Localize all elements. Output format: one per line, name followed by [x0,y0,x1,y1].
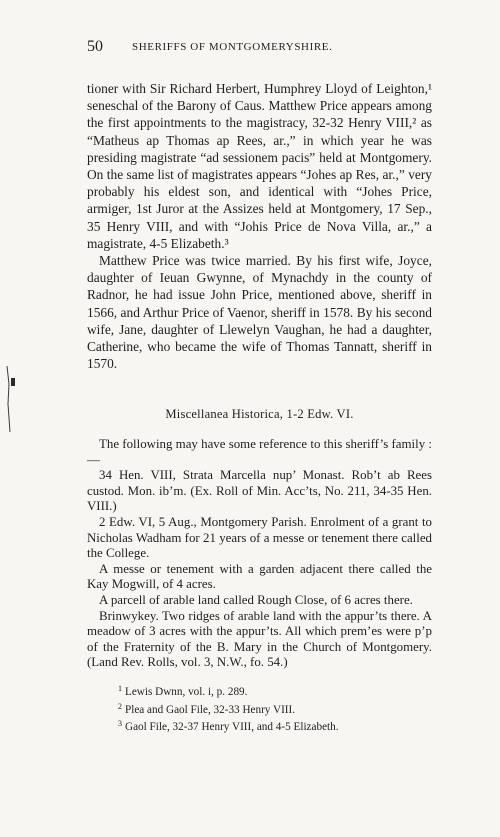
misc-paragraph-2: 34 Hen. VIII, Strata Marcella nup’ Monast. Rob’t ab Rees custod. Mon. ib’m. (Ex. Roll of Min. Acc’ts, No. 211, 34-35 Hen. VIII.) [87,468,432,514]
page-header [87,38,430,58]
running-head: SHERIFFS OF MONTGOMERYSHIRE. [132,41,333,53]
footnote-number: 2 [118,701,122,711]
misc-paragraph-4: A messe or tenement with a garden adjacent there called the Kay Mogwill, of 4 acres. [87,561,432,592]
footnote-number: 1 [118,684,122,693]
footnote-text: Lewis Dwnn, vol. i, p. 289. [125,686,248,698]
misc-paragraph-3: 2 Edw. VI, 5 Aug., Montgomery Parish. Enrolment of a grant to Nicholas Wadham for 21 years of a messe or tenement there called the College. [87,514,432,561]
footnote-3 [118,717,438,735]
page-number: 50 [87,38,103,55]
footnote-2 [118,700,438,718]
misc-paragraph-6: Brinwykey. Two ridges of arable land with the appur’ts there. A meadow of 3 acres with the appur’ts. All which prem’es were p’p of the Fraternity of the B. Mary in the Church of Montgomery. (Land Rev. Rolls, vol. 3, N.W., fo. 54.) [87,608,432,670]
body-paragraph-1: tioner with Sir Richard Herbert, Humphrey Lloyd of Leighton,¹ seneschal of the Barony of Caus. Matthew Price appears among the first appointments to the magistracy, 32-32 Henry VIII,² as “Matheus ap Thomas ap Rees, ar.,” in which year he was presiding magistrate “ad sessionem pacis” held at Montgomery. On the same list of magistrates appears “Johes ap Res, ar.,” very probably his eldest son, and identical with “Johes Price, armiger, 1st Juror at the Assizes held at Montgomery, 17 Sep., 35 Henry VIII, and with “Johis Price de Nova Villa, ar.,” a magistrate, 4-5 Elizabeth.³ [87,81,432,251]
body-paragraph-2: Matthew Price was twice married. By his first wife, Joyce, daughter of Ieuan Gwynne, of Mynachdy in the county of Radnor, he had issue John Price, mentioned above, sheriff in 1566, and Arthur Price of Vaenor, sheriff in 1578. By his second wife, Jane, daughter of Llewelyn Vaughan, he had a daughter, Catherine, who became the wife of Thomas Tannatt, sheriff in 1570. [87,253,432,372]
footnote-text: Gaol File, 32-37 Henry VIII, and 4-5 Elizabeth. [125,721,339,734]
footnote-text: Plea and Gaol File, 32-33 Henry VIII. [125,703,296,716]
misc-paragraph-1: The following may have some reference to this sheriff’s family :— [87,437,432,467]
footnote-1 [118,682,438,700]
footnote-number: 3 [118,719,122,729]
misc-paragraph-5: A parcell of arable land called Rough Close, of 6 acres there. [99,592,413,607]
margin-mark-icon [3,364,17,434]
footnotes [118,682,438,735]
miscellanea-text [87,437,432,671]
body-text [87,80,432,372]
section-title: Miscellanea Historica, 1-2 Edw. VI. [165,407,354,421]
